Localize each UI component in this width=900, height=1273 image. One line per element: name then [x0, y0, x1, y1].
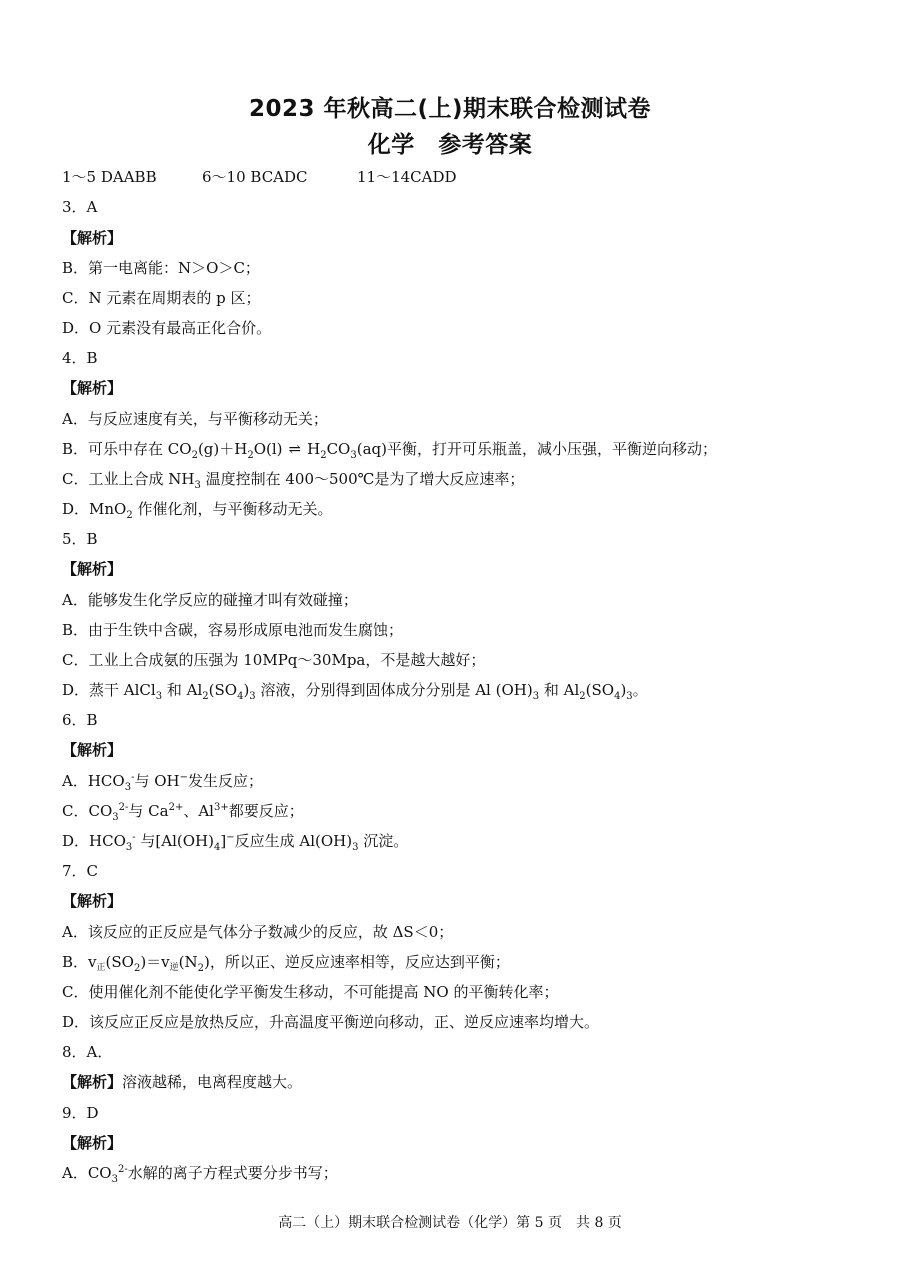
q6-heading: 6．B — [62, 711, 98, 729]
exam-subtitle: 化学 参考答案 — [367, 132, 533, 158]
q6-analysis-label: 【解析】 — [62, 741, 123, 759]
q7-option-a: A．该反应的正反应是气体分子数减少的反应，故 ΔS＜0； — [62, 923, 454, 941]
exam-title: 2023 年秋高二(上)期末联合检测试卷 — [248, 96, 652, 122]
q5-option-b: B．由于生铁中含碳，容易形成原电池而发生腐蚀； — [62, 621, 404, 639]
q4-option-c: C．工业上合成 $NH_3$ 温度控制在 400～500℃是为了增大反应速率； — [62, 470, 525, 491]
q9-analysis-label: 【解析】 — [62, 1134, 123, 1152]
q5-option-c: C．工业上合成氨的压强为 10MPq～30Mpa，不是越大越好； — [62, 651, 486, 669]
q4-option-a: A．与反应速度有关，与平衡移动无关； — [62, 410, 328, 428]
page-footer: 高二（上）期末联合检测试卷（化学）第 5 页 共 8 页 — [278, 1215, 622, 1231]
q7-option-c: C．使用催化剂不能使化学平衡发生移动，不可能提高 NO 的平衡转化率； — [62, 983, 559, 1001]
q6-option-a: A．$HCO_3^-$与 OH−发生反应； — [62, 772, 264, 793]
equilibrium-arrow-icon: ⇌ — [288, 440, 302, 458]
q7-option-d: D．该反应正反应是放热反应，升高温度平衡逆向移动，正、逆反应速率均增大。 — [62, 1013, 600, 1031]
q5-heading: 5．B — [62, 530, 98, 548]
q4-analysis-label: 【解析】 — [62, 379, 123, 397]
answer-group-2: 6～10 BCADC — [202, 168, 308, 186]
q4-heading: 4．B — [62, 349, 98, 367]
q9-option-a: A．$CO_3^{2-}$水解的离子方程式要分步书写； — [62, 1164, 338, 1185]
q8-analysis-label: 【解析】 — [62, 1073, 123, 1091]
q5-analysis-label: 【解析】 — [62, 560, 123, 578]
q3-option-b: B．第一电离能：N＞O＞C； — [62, 259, 260, 277]
q4-option-b: B．可乐中存在 $CO_2(g)+H_2O(l)$ ⇌ $H_2CO_3(aq)$平衡，打开可乐瓶盖，减小压强，平衡逆向移动； — [62, 440, 717, 461]
q3-heading: 3．A — [62, 198, 98, 216]
q6-option-c: C．$CO_3^{2-}$与 $Ca^{2+}$、$Al^{3+}$都要反应； — [62, 802, 304, 823]
q3-option-c: C．N 元素在周期表的 p 区； — [62, 289, 261, 307]
q7-analysis-label: 【解析】 — [62, 892, 123, 910]
q3-option-d: D．O 元素没有最高正化合价。 — [62, 319, 272, 337]
q7-heading: 7．C — [62, 862, 99, 880]
q4-option-d: D．MnO$_2$ 作催化剂，与平衡移动无关。 — [62, 500, 333, 521]
q8-analysis: 【解析】溶液越稀，电离程度越大。 — [62, 1073, 303, 1091]
answer-key-row — [62, 166, 457, 187]
q8-heading: 8．A． — [62, 1043, 113, 1061]
answer-group-3: 11～14CADD — [357, 168, 457, 186]
q6-option-d: D．$HCO_3^-$ 与$[Al(OH)_4]^-$反应生成 $Al(OH)_3$ 沉淀。 — [62, 832, 409, 853]
q5-option-a: A．能够发生化学反应的碰撞才叫有效碰撞； — [62, 591, 358, 609]
q9-heading: 9．D — [62, 1104, 99, 1122]
answer-group-1: 1～5 DAABB — [62, 168, 157, 186]
q3-analysis-label: 【解析】 — [62, 229, 123, 247]
q7-option-b: B．$v_正(SO_2)=v_逆(N_2)$，所以正、逆反应速率相等，反应达到平衡； — [62, 953, 510, 974]
q5-option-d: D．蒸干 AlCl$_3$ 和 $Al_2(SO_4)_3$ 溶液，分别得到固体成分分别是 Al $(OH)_3$ 和 $Al_2(SO_4)_3$。 — [62, 681, 648, 702]
